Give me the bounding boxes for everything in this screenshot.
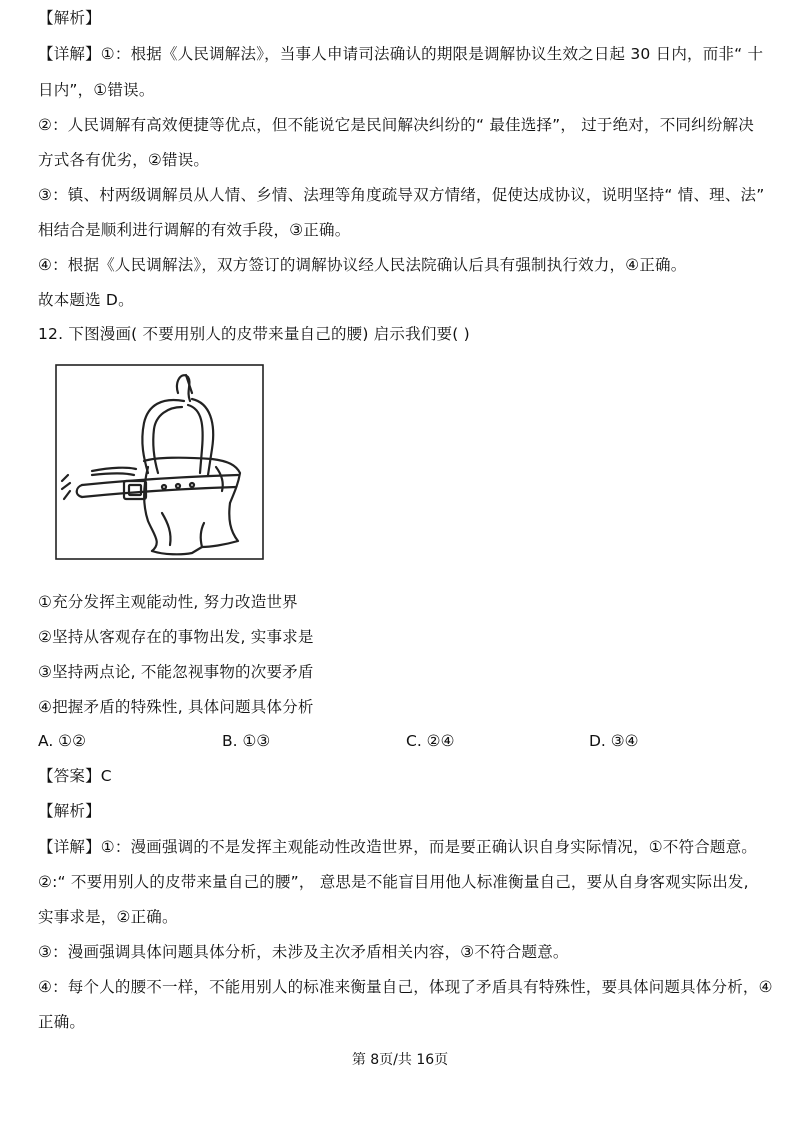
analysis-line: 日内”，①错误。 xyxy=(38,81,155,99)
statement-1: ①充分发挥主观能动性, 努力改造世界 xyxy=(38,593,298,611)
analysis-line: 故本题选 D。 xyxy=(38,291,134,309)
analysis-line: ③：漫画强调具体问题具体分析，未涉及主次矛盾相关内容，③不符合题意。 xyxy=(38,943,569,961)
analysis-line: 【详解】①：根据《人民调解法》，当事人申请司法确认的期限是调解协议生效之日起 30 日内，而非“ 十 xyxy=(38,45,764,63)
belt-cartoon-image xyxy=(52,363,265,569)
option-d: D. ③④ xyxy=(589,732,639,750)
analysis-line: 正确。 xyxy=(38,1013,86,1031)
option-c: C. ②④ xyxy=(406,732,455,750)
statement-2: ②坚持从客观存在的事物出发, 实事求是 xyxy=(38,628,314,646)
analysis-line: ②：人民调解有高效便捷等优点，但不能说它是民间解决纠纷的“ 最佳选择”， 过于绝对，不同纠纷解决 xyxy=(38,116,754,134)
statement-3: ③坚持两点论, 不能忽视事物的次要矛盾 xyxy=(38,663,314,681)
statement-4: ④把握矛盾的特殊性, 具体问题具体分析 xyxy=(38,698,314,716)
option-a: A. ①② xyxy=(38,732,86,750)
section-header-analysis: 【解析】 xyxy=(38,802,101,820)
analysis-line: 方式各有优劣，②错误。 xyxy=(38,151,210,169)
section-header-analysis: 【解析】 xyxy=(38,9,101,27)
analysis-line: ②:“ 不要用别人的皮带来量自己的腰”， 意思是不能盲目用他人标准衡量自己，要从自身客观实际出发, xyxy=(38,873,749,891)
analysis-line: ④：每个人的腰不一样，不能用别人的标准来衡量自己，体现了矛盾具有特殊性，要具体问题具体分析，④ xyxy=(38,978,773,996)
analysis-line: 实事求是，②正确。 xyxy=(38,908,178,926)
page-number: 第 8页/共 16页 xyxy=(351,1052,449,1068)
analysis-line: 【详解】①：漫画强调的不是发挥主观能动性改造世界，而是要正确认识自身实际情况，①不符合题意。 xyxy=(38,838,757,856)
question-stem: 12. 下图漫画( 不要用别人的皮带来量自己的腰) 启示我们要( ) xyxy=(38,325,470,343)
analysis-line: ③：镇、村两级调解员从人情、乡情、法理等角度疏导双方情绪，促使达成协议，说明坚持“ 情、理、法” xyxy=(38,186,765,204)
option-b: B. ①③ xyxy=(222,732,271,750)
analysis-line: 相结合是顺利进行调解的有效手段，③正确。 xyxy=(38,221,351,239)
answer-label: 【答案】C xyxy=(38,767,112,785)
analysis-line: ④：根据《人民调解法》，双方签订的调解协议经人民法院确认后具有强制执行效力，④正确。 xyxy=(38,256,687,274)
